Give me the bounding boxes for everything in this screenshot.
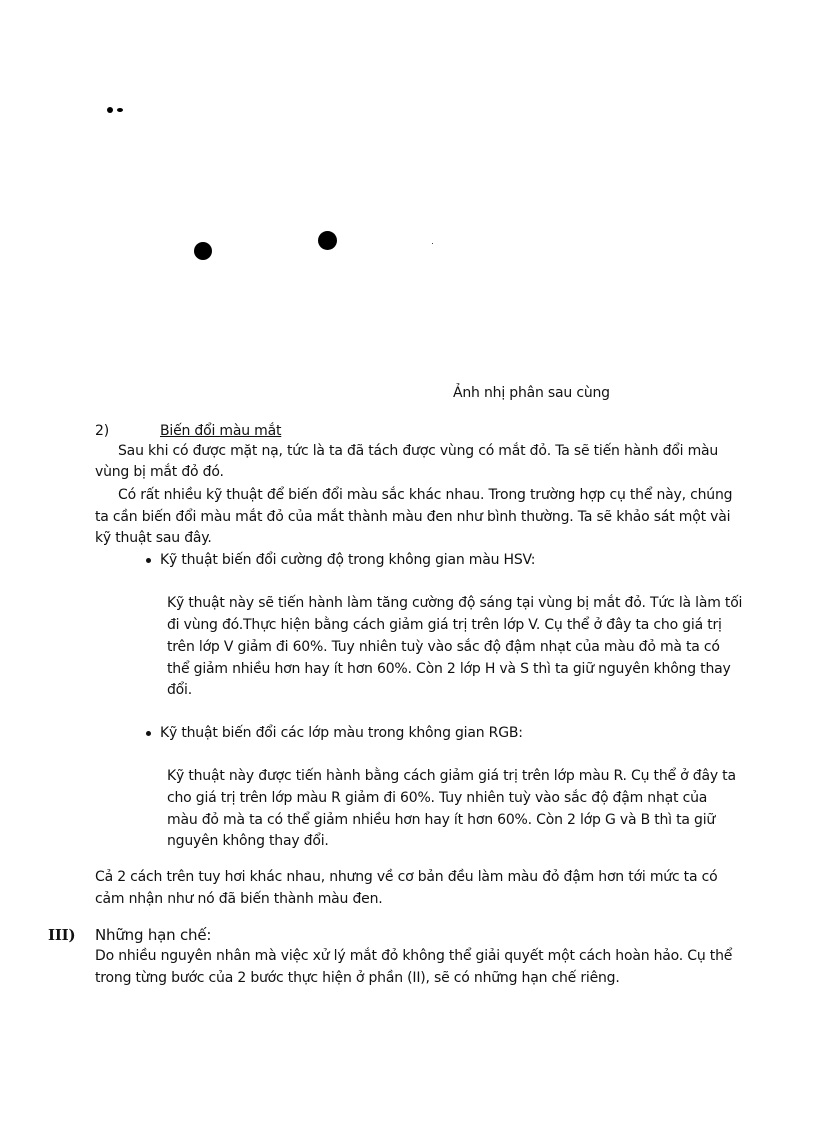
section-title: Biến đổi màu mắt xyxy=(160,423,282,439)
paragraph-line: Cả 2 cách trên tuy hơi khác nhau, nhưng về cơ bản đều làm màu đỏ đậm hơn tới mức ta có xyxy=(95,869,718,885)
blob xyxy=(432,243,433,244)
section-title: Những hạn chế: xyxy=(95,926,212,944)
bullet-line: màu đỏ mà ta có thể giảm nhiều hơn hay ít hơn 60%. Còn 2 lớp G và B thì ta giữ xyxy=(167,812,716,828)
blob xyxy=(194,242,212,260)
bullet-icon xyxy=(146,731,151,736)
bullet-line: nguyên không thay đổi. xyxy=(167,833,329,849)
bullet-title: Kỹ thuật biến đổi cường độ trong không gian màu HSV: xyxy=(160,552,536,568)
bullet-line: thể giảm nhiều hơn hay ít hơn 60%. Còn 2 lớp H và S thì ta giữ nguyên không thay xyxy=(167,661,731,677)
image-caption: Ảnh nhị phân sau cùng xyxy=(453,385,610,401)
section-number: III) xyxy=(48,926,76,944)
bullet-icon xyxy=(146,558,151,563)
blob xyxy=(117,108,123,112)
bullet-line: đổi. xyxy=(167,682,192,698)
paragraph-line: trong từng bước của 2 bước thực hiện ở phần (II), sẽ có những hạn chế riêng. xyxy=(95,970,620,986)
paragraph-line: Sau khi có được mặt nạ, tức là ta đã tách được vùng có mắt đỏ. Ta sẽ tiến hành đổi màu xyxy=(118,443,719,459)
bullet-line: đi vùng đó.Thực hiện bằng cách giảm giá trị trên lớp V. Cụ thể ở đây ta cho giá trị xyxy=(167,617,722,633)
section-number: 2) xyxy=(95,423,109,439)
paragraph-line: Do nhiều nguyên nhân mà việc xử lý mắt đỏ không thể giải quyết một cách hoàn hảo. Cụ thể xyxy=(95,948,733,964)
paragraph-line: cảm nhận như nó đã biến thành màu đen. xyxy=(95,891,383,907)
paragraph-line: ta cần biến đổi màu mắt đỏ của mắt thành màu đen như bình thường. Ta sẽ khảo sát một vài xyxy=(95,509,731,525)
paragraph-line: vùng bị mắt đỏ đó. xyxy=(95,464,224,480)
bullet-line: cho giá trị trên lớp màu R giảm đi 60%. Tuy nhiên tuỳ vào sắc độ đậm nhạt của xyxy=(167,790,708,806)
bullet-title: Kỹ thuật biến đổi các lớp màu trong không gian RGB: xyxy=(160,725,523,741)
bullet-line: trên lớp V giảm đi 60%. Tuy nhiên tuỳ vào sắc độ đậm nhạt của màu đỏ mà ta có xyxy=(167,639,720,655)
paragraph-line: kỹ thuật sau đây. xyxy=(95,530,212,546)
blob xyxy=(318,231,337,250)
bullet-line: Kỹ thuật này được tiến hành bằng cách giảm giá trị trên lớp màu R. Cụ thể ở đây ta xyxy=(167,768,736,784)
bullet-line: Kỹ thuật này sẽ tiến hành làm tăng cường độ sáng tại vùng bị mắt đỏ. Tức là làm tối xyxy=(167,595,743,611)
paragraph-line: Có rất nhiều kỹ thuật để biến đổi màu sắc khác nhau. Trong trường hợp cụ thể này, chúng xyxy=(118,487,733,503)
blob xyxy=(107,107,113,113)
